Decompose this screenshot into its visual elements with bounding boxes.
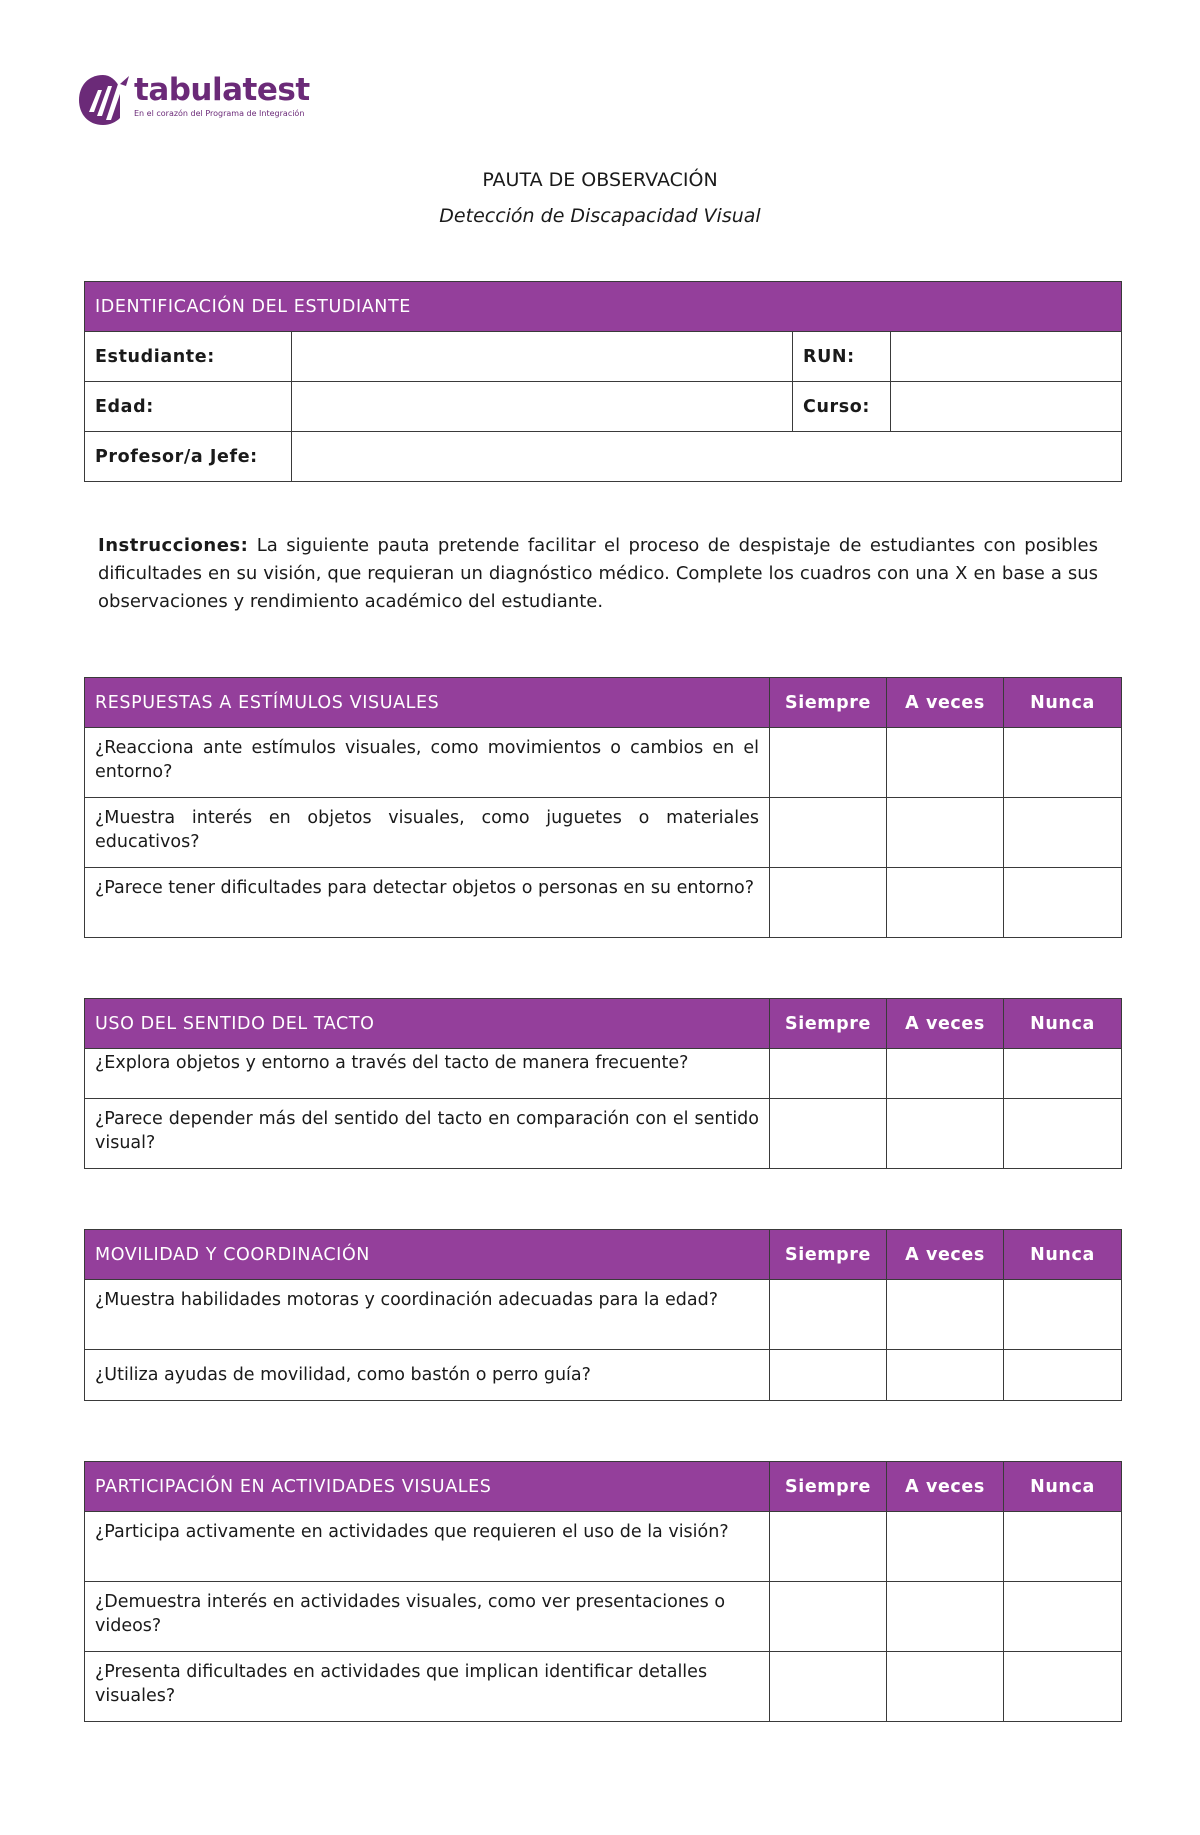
answer-cell-always[interactable] xyxy=(770,1049,887,1099)
answer-cell-sometimes[interactable] xyxy=(887,1582,1004,1652)
tabulatest-logo-icon xyxy=(76,72,130,128)
answer-cell-sometimes[interactable] xyxy=(887,868,1004,938)
option-never-header: Nunca xyxy=(1004,999,1122,1049)
question-text: ¿Parece tener dificultades para detectar objetos o personas en su entorno? xyxy=(85,868,770,938)
course-field[interactable] xyxy=(891,382,1122,432)
answer-cell-never[interactable] xyxy=(1004,1582,1122,1652)
answer-cell-never[interactable] xyxy=(1004,1049,1122,1099)
identification-table xyxy=(84,281,1122,482)
question-text: ¿Parece depender más del sentido del tacto en comparación con el sentido visual? xyxy=(85,1099,770,1169)
question-row xyxy=(85,1652,1122,1722)
answer-cell-always[interactable] xyxy=(770,1652,887,1722)
answer-cell-never[interactable] xyxy=(1004,868,1122,938)
answer-cell-sometimes[interactable] xyxy=(887,1512,1004,1582)
section-header-row xyxy=(85,1230,1122,1280)
course-label: Curso: xyxy=(793,382,891,432)
section-table-mobility xyxy=(84,1229,1122,1401)
question-text: ¿Muestra habilidades motoras y coordinación adecuadas para la edad? xyxy=(85,1280,770,1350)
brand-name: tabulatest xyxy=(134,72,310,108)
question-text: ¿Demuestra interés en actividades visuales, como ver presentaciones o videos? xyxy=(85,1582,770,1652)
answer-cell-never[interactable] xyxy=(1004,1280,1122,1350)
question-text: ¿Explora objetos y entorno a través del tacto de manera frecuente? xyxy=(85,1049,770,1099)
answer-cell-sometimes[interactable] xyxy=(887,1350,1004,1401)
logo-text xyxy=(134,72,310,119)
question-row xyxy=(85,728,1122,798)
question-text: ¿Reacciona ante estímulos visuales, como movimientos o cambios en el entorno? xyxy=(85,728,770,798)
section-header-row xyxy=(85,999,1122,1049)
option-sometimes-header: A veces xyxy=(887,678,1004,728)
answer-cell-sometimes[interactable] xyxy=(887,1099,1004,1169)
option-sometimes-header: A veces xyxy=(887,999,1004,1049)
answer-cell-sometimes[interactable] xyxy=(887,1652,1004,1722)
answer-cell-never[interactable] xyxy=(1004,798,1122,868)
option-sometimes-header: A veces xyxy=(887,1230,1004,1280)
section-table-touch xyxy=(84,998,1122,1169)
question-row xyxy=(85,1512,1122,1582)
page-subtitle: Detección de Discapacidad Visual xyxy=(439,205,761,227)
teacher-field[interactable] xyxy=(292,432,1122,482)
option-never-header: Nunca xyxy=(1004,1230,1122,1280)
question-text: ¿Presenta dificultades en actividades que implican identificar detalles visuales? xyxy=(85,1652,770,1722)
question-row xyxy=(85,1049,1122,1099)
section-header: USO DEL SENTIDO DEL TACTO xyxy=(85,999,770,1049)
answer-cell-always[interactable] xyxy=(770,1582,887,1652)
section-header: PARTICIPACIÓN EN ACTIVIDADES VISUALES xyxy=(85,1462,770,1512)
answer-cell-never[interactable] xyxy=(1004,1099,1122,1169)
instructions-label: Instrucciones: xyxy=(98,535,249,556)
age-field[interactable] xyxy=(292,382,793,432)
question-row xyxy=(85,868,1122,938)
answer-cell-always[interactable] xyxy=(770,728,887,798)
option-never-header: Nunca xyxy=(1004,1462,1122,1512)
question-row xyxy=(85,1280,1122,1350)
option-always-header: Siempre xyxy=(770,678,887,728)
student-row xyxy=(85,332,1122,382)
question-row xyxy=(85,1350,1122,1401)
run-field[interactable] xyxy=(891,332,1122,382)
run-label: RUN: xyxy=(793,332,891,382)
question-row xyxy=(85,1099,1122,1169)
option-never-header: Nunca xyxy=(1004,678,1122,728)
teacher-label: Profesor/a Jefe: xyxy=(85,432,292,482)
teacher-row xyxy=(85,432,1122,482)
answer-cell-sometimes[interactable] xyxy=(887,1049,1004,1099)
section-table-visual-activities xyxy=(84,1461,1122,1722)
option-sometimes-header: A veces xyxy=(887,1462,1004,1512)
answer-cell-sometimes[interactable] xyxy=(887,1280,1004,1350)
question-row xyxy=(85,1582,1122,1652)
identification-header: IDENTIFICACIÓN DEL ESTUDIANTE xyxy=(85,282,1122,332)
student-field[interactable] xyxy=(292,332,793,382)
option-always-header: Siempre xyxy=(770,1462,887,1512)
answer-cell-sometimes[interactable] xyxy=(887,728,1004,798)
option-always-header: Siempre xyxy=(770,1230,887,1280)
section-header-row xyxy=(85,678,1122,728)
answer-cell-never[interactable] xyxy=(1004,1350,1122,1401)
age-label: Edad: xyxy=(85,382,292,432)
answer-cell-always[interactable] xyxy=(770,1280,887,1350)
answer-cell-never[interactable] xyxy=(1004,728,1122,798)
page-title: PAUTA DE OBSERVACIÓN xyxy=(482,169,718,191)
question-row xyxy=(85,798,1122,868)
identification-header-row xyxy=(85,282,1122,332)
question-text: ¿Utiliza ayudas de movilidad, como bastón o perro guía? xyxy=(85,1350,770,1401)
section-header: MOVILIDAD Y COORDINACIÓN xyxy=(85,1230,770,1280)
instructions xyxy=(98,532,1098,616)
brand-tagline: En el corazón del Programa de Integración xyxy=(134,109,305,118)
section-table-visual-stimuli xyxy=(84,677,1122,938)
answer-cell-never[interactable] xyxy=(1004,1652,1122,1722)
logo xyxy=(76,72,336,132)
instructions-text: La siguiente pauta pretende facilitar el proceso de despistaje de estudiantes con posibles dificultades en su visión, que requieran un diagnóstico médico. Complete los cuadros con una X en base a sus observaciones y rendimiento académico del estudiante. xyxy=(98,535,1098,612)
section-header-row xyxy=(85,1462,1122,1512)
student-label: Estudiante: xyxy=(85,332,292,382)
answer-cell-always[interactable] xyxy=(770,868,887,938)
age-row xyxy=(85,382,1122,432)
answer-cell-always[interactable] xyxy=(770,798,887,868)
section-header: RESPUESTAS A ESTÍMULOS VISUALES xyxy=(85,678,770,728)
question-text: ¿Participa activamente en actividades que requieren el uso de la visión? xyxy=(85,1512,770,1582)
answer-cell-always[interactable] xyxy=(770,1512,887,1582)
answer-cell-sometimes[interactable] xyxy=(887,798,1004,868)
question-text: ¿Muestra interés en objetos visuales, como juguetes o materiales educativos? xyxy=(85,798,770,868)
answer-cell-always[interactable] xyxy=(770,1099,887,1169)
answer-cell-never[interactable] xyxy=(1004,1512,1122,1582)
option-always-header: Siempre xyxy=(770,999,887,1049)
answer-cell-always[interactable] xyxy=(770,1350,887,1401)
